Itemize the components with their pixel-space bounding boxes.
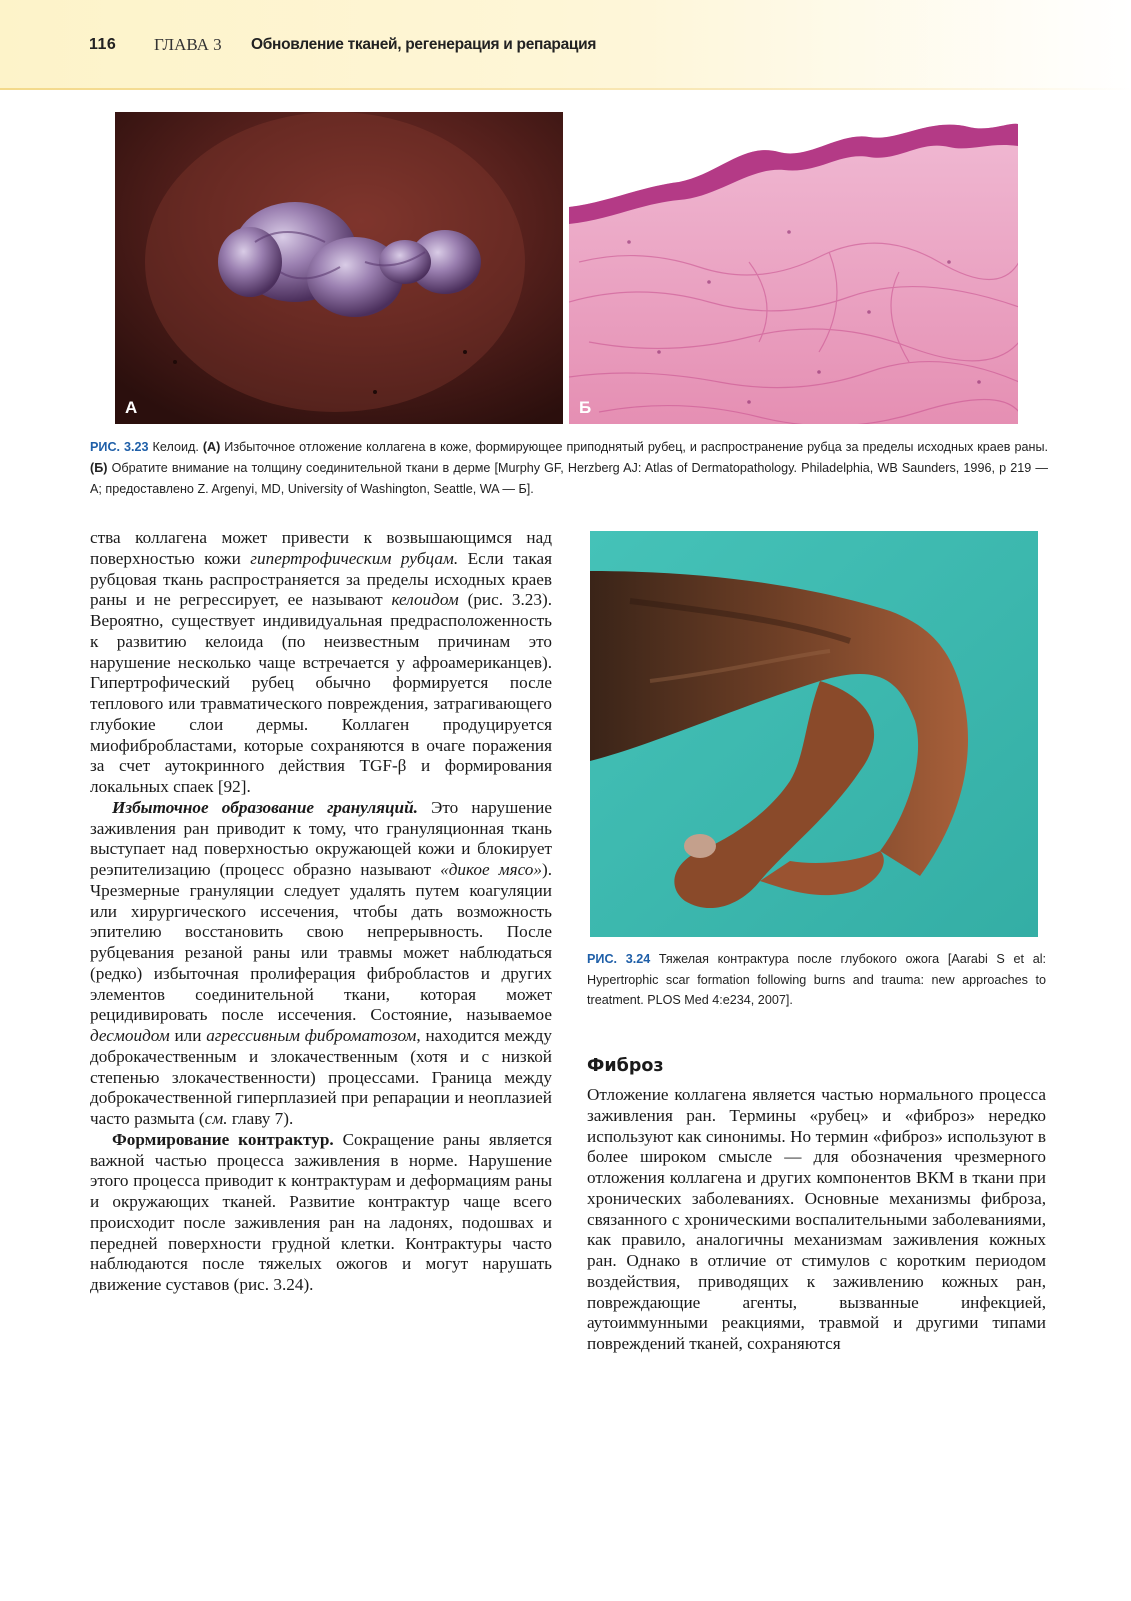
histology-illustration [569, 112, 1018, 424]
keloid-illustration [115, 112, 563, 424]
chapter-title: Обновление тканей, регенерация и репарация [251, 36, 597, 53]
caption-text: Обратите внимание на толщину соединительной ткани в дерме [Murphy GF, Herzberg AJ: Atlas of Dermatopathology. Philadelphia, WB Saunders, 1996, p 219 — A; предоставлено Z. Argenyi, MD, University of Washington, Seattle, WA — Б]. [90, 461, 1048, 496]
caption-number: РИС. 3.23 [90, 440, 149, 454]
contracture-photo [590, 531, 1038, 937]
caption-number: РИС. 3.24 [587, 952, 651, 966]
keloid-photo [115, 112, 563, 424]
histology-photo [569, 112, 1018, 424]
caption-mark-b: (Б) [90, 461, 108, 475]
figure-label-a: А [125, 398, 138, 417]
figure-3-23-caption [90, 437, 1048, 500]
caption-text: Тяжелая контрактура после глубокого ожога [Aarabi S et al: Hypertrophic scar formation following burns and trauma: new approaches to treatment. PLOS Med 4:e234, 2007]. [587, 952, 1046, 1007]
right-column [587, 1085, 1046, 1355]
caption-mark-a: (А) [202, 440, 221, 454]
header-divider [0, 88, 1131, 90]
paragraph-contracture: Формирование контрактур. Сокращение раны является важной частью процесса заживления в норме. Нарушение этого процесса приводит к контрактурам и деформациям раны и окружающих тканей. Развитие контрактур чаще всего происходит после заживления ран на ладонях, подошвах и передней поверхности грудной клетки. Контрактуры часто наблюдаются после тяжелых ожогов и могут нарушать движение суставов (рис. 3.24). [90, 1129, 552, 1294]
figure-3-24-caption [587, 949, 1046, 1011]
chapter-label: ГЛАВА 3 [154, 35, 222, 54]
section-heading: Фиброз [587, 1056, 664, 1076]
caption-text: Келоид. [148, 440, 203, 454]
paragraph-granulation: Избыточное образование грануляций. Это нарушение заживления ран приводит к тому, что грануляционная ткань выступает над поверхностью окружающей кожи и блокирует реэпителизацию (процесс образно называют «дикое мясо»). Чрезмерные грануляции следует удалять путем коагуляции или хирургического иссечения, чтобы дать возможность эпителию восстановить свою непрерывность. После рубцевания резаной раны или травмы может наблюдаться (редко) избыточная пролиферация фибробластов и других элементов соединительной ткани, которая может рецидивировать после иссечения. Состояние, называемое десмоидом или агрессивным фиброматозом, находится между доброкачественным и злокачественным (хотя и с низкой степенью злокачественности) процессами. Граница между доброкачественной гиперплазией при репарации и неоплазией часто размыта (см. главу 7). [90, 797, 553, 1128]
paragraph-hypertrophic-scar: ства коллагена может привести к возвышающимся над поверхностью кожи гипертрофическим рубцам. Если такая рубцовая ткань распространяется за пределы исходных краев раны и не регрессирует, ее называют келоидом (рис. 3.23). Вероятно, существует индивидуальная предрасположенность к развитию келоида (по неизвестным причинам это нарушение несколько чаще встречается у афроамериканцев). Гипертрофический рубец обычно формируется после теплового или травматического повреждения, затрагивающего глубокие слои дермы. Коллаген продуцируется миофибробластами, которые сохраняются в очаге поражения за счет аутокринного действия TGF-β и формирования локальных спаек [92]. [90, 528, 552, 796]
paragraph-fibrosis: Отложение коллагена является частью нормального процесса заживления ран. Термины «рубец» и «фиброз» нередко используют как синонимы. Но термин «фиброз» используют в более широком смысле — для обозначения чрезмерного отложения коллагена и других компонентов ВКМ в ткани при хронических заболеваниях. Основные механизмы фиброза, связанного с хроническими воспалительными заболеваниями, как правило, аналогичны механизмам заживления кожных ран. Однако в отличие от стимулов с коротким периодом воздействия, приводящих к заживлению кожных ран, повреждающие агенты, вызванные инфекцией, аутоиммунными реакциями, травмой и другими типами повреждений тканей, сохраняются [587, 1085, 1046, 1353]
page-number: 116 [89, 36, 117, 53]
caption-text: Избыточное отложение коллагена в коже, формирующее приподнятый рубец, и распространение рубца за пределы исходных краев раны. [220, 440, 1048, 454]
left-column [90, 528, 552, 1296]
figure-label-b: Б [579, 398, 592, 417]
contracture-illustration [590, 531, 1038, 937]
